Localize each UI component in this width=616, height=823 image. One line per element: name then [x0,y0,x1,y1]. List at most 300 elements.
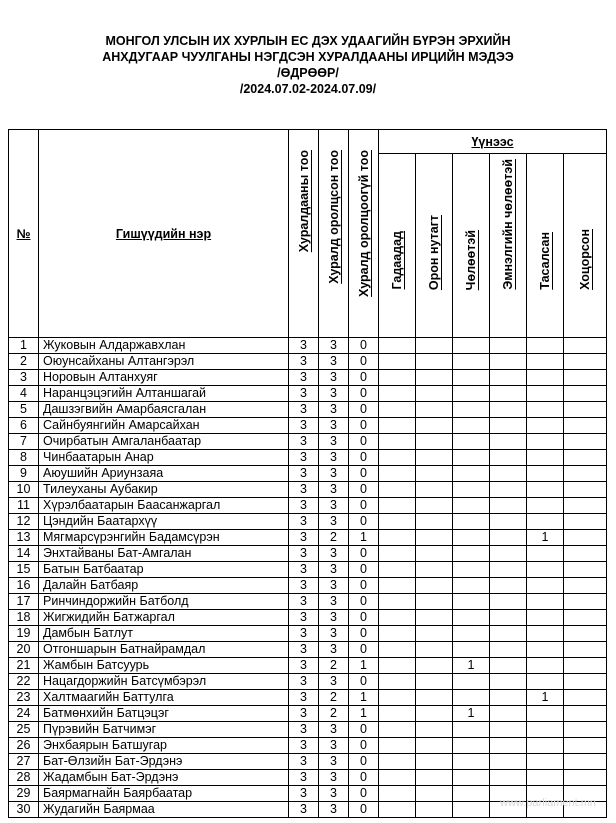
reason-cell [527,626,564,642]
attended-count: 3 [319,562,349,578]
reason-cell [453,418,490,434]
attended-count: 3 [319,546,349,562]
missed-count: 0 [349,770,379,786]
attended-count: 3 [319,578,349,594]
row-number: 10 [9,482,39,498]
reason-cell [379,658,416,674]
table-row [9,562,607,578]
meetings-count: 3 [289,514,319,530]
reason-cell [490,658,527,674]
reason-cell [416,738,453,754]
reason-cell [379,418,416,434]
table-row [9,674,607,690]
reason-cell [564,610,607,626]
row-number: 28 [9,770,39,786]
member-name: Очирбатын Амгаланбаатар [39,434,289,450]
reason-cell [490,450,527,466]
attended-count: 3 [319,626,349,642]
table-row [9,514,607,530]
reason-cell [527,482,564,498]
table-row [9,706,607,722]
reason-cell [527,434,564,450]
reason-cell [527,450,564,466]
reason-cell [527,578,564,594]
reason-cell [490,418,527,434]
row-number: 8 [9,450,39,466]
reason-cell [416,450,453,466]
reason-cell [527,370,564,386]
reason-cell [379,514,416,530]
member-name: Хүрэлбаатарын Баасанжаргал [39,498,289,514]
reason-cell [416,370,453,386]
reason-cell [564,514,607,530]
meetings-count: 3 [289,738,319,754]
reason-cell [564,546,607,562]
attended-count: 3 [319,754,349,770]
missed-count: 0 [349,738,379,754]
meetings-count: 3 [289,354,319,370]
missed-count: 0 [349,674,379,690]
missed-count: 0 [349,466,379,482]
member-name: Батын Батбаатар [39,562,289,578]
member-name: Далайн Батбаяр [39,578,289,594]
reason-cell [416,466,453,482]
missed-count: 0 [349,722,379,738]
reason-cell [490,754,527,770]
title-line-3: /ӨДРӨӨР/ [277,66,339,80]
meetings-count: 3 [289,402,319,418]
reason-cell [564,706,607,722]
member-name: Дашзэгвийн Амарбаясгалан [39,402,289,418]
reason-cell [379,402,416,418]
reason-cell [490,722,527,738]
reason-cell [453,386,490,402]
row-number: 23 [9,690,39,706]
title-line-4: /2024.07.02-2024.07.09/ [239,82,377,96]
reason-cell [453,450,490,466]
missed-count: 0 [349,610,379,626]
reason-cell [564,626,607,642]
reason-cell [490,434,527,450]
member-name: Жуковын Алдаржавхлан [39,338,289,354]
attendance-table [8,129,607,818]
reason-cell [379,370,416,386]
member-name: Чинбаатарын Анар [39,450,289,466]
attended-count: 3 [319,770,349,786]
missed-count: 0 [349,434,379,450]
reason-cell [453,434,490,450]
reason-cell [453,610,490,626]
meetings-count: 3 [289,434,319,450]
row-number: 14 [9,546,39,562]
reason-cell [379,722,416,738]
reason-cell [564,562,607,578]
attended-count: 3 [319,674,349,690]
reason-cell [453,754,490,770]
reason-cell [564,498,607,514]
reason-cell [490,482,527,498]
reason-cell [379,498,416,514]
missed-count: 0 [349,546,379,562]
title-line-1: МОНГОЛ УЛСЫН ИХ ХУРЛЫН ЕС ДЭХ УДААГИЙН БҮРЭН ЭРХИЙН [105,34,511,48]
header-member-name: Гишүүдийн нэр [39,130,289,338]
reason-cell [490,498,527,514]
reason-cell [453,642,490,658]
reason-cell [453,530,490,546]
reason-cell [379,386,416,402]
reason-cell [416,594,453,610]
attended-count: 3 [319,482,349,498]
table-row [9,658,607,674]
header-reason-0: Гадаадад [379,154,416,338]
row-number: 20 [9,642,39,658]
row-number: 17 [9,594,39,610]
missed-count: 0 [349,578,379,594]
reason-cell [453,626,490,642]
meetings-count: 3 [289,786,319,802]
table-row [9,402,607,418]
reason-cell [527,418,564,434]
reason-cell [527,562,564,578]
reason-cell [527,338,564,354]
table-row [9,546,607,562]
attended-count: 3 [319,386,349,402]
row-number: 26 [9,738,39,754]
reason-cell [379,578,416,594]
reason-cell [416,338,453,354]
reason-cell [379,802,416,818]
reason-cell [564,770,607,786]
header-reason-5: Хоцорсон [564,154,607,338]
reason-cell [379,434,416,450]
reason-cell [527,706,564,722]
reason-cell [453,498,490,514]
member-name: Норовын Алтанхуяг [39,370,289,386]
reason-cell [379,354,416,370]
reason-cell [416,578,453,594]
meetings-count: 3 [289,338,319,354]
reason-cell [564,402,607,418]
row-number: 18 [9,610,39,626]
attended-count: 3 [319,498,349,514]
reason-cell [379,546,416,562]
meetings-count: 3 [289,450,319,466]
meetings-count: 3 [289,770,319,786]
missed-count: 0 [349,642,379,658]
missed-count: 0 [349,338,379,354]
reason-cell [490,562,527,578]
member-name: Жудагийн Баярмаа [39,802,289,818]
missed-count: 0 [349,514,379,530]
reason-cell [490,402,527,418]
member-name: Ринчиндоржийн Батболд [39,594,289,610]
meetings-count: 3 [289,642,319,658]
reason-cell [453,546,490,562]
reason-cell [416,642,453,658]
header-meetings-count: Хуралдааны тоо [289,130,319,338]
reason-cell [564,530,607,546]
member-name: Отгоншарын Батнайрамдал [39,642,289,658]
attended-count: 2 [319,690,349,706]
missed-count: 0 [349,482,379,498]
reason-cell [490,530,527,546]
reason-cell [453,402,490,418]
meetings-count: 3 [289,722,319,738]
reason-cell [564,738,607,754]
member-name: Тилеуханы Аубакир [39,482,289,498]
reason-cell [379,466,416,482]
reason-cell [490,642,527,658]
missed-count: 0 [349,450,379,466]
member-name: Халтмаагийн Баттулга [39,690,289,706]
watermark: www.parliament.mn [500,797,596,809]
missed-count: 0 [349,626,379,642]
reason-cell [416,546,453,562]
member-name: Сайнбуянгийн Амарсайхан [39,418,289,434]
reason-cell [527,770,564,786]
reason-cell [490,466,527,482]
reason-cell [416,530,453,546]
reason-cell [564,482,607,498]
row-number: 24 [9,706,39,722]
reason-cell [379,738,416,754]
attended-count: 2 [319,658,349,674]
table-row [9,578,607,594]
reason-cell [564,386,607,402]
member-name: Цэндийн Баатархүү [39,514,289,530]
meetings-count: 3 [289,482,319,498]
reason-cell [416,626,453,642]
meetings-count: 3 [289,370,319,386]
reason-cell: 1 [453,706,490,722]
reason-cell [416,386,453,402]
row-number: 21 [9,658,39,674]
reason-cell [490,594,527,610]
table-row [9,386,607,402]
reason-cell [453,338,490,354]
header-attended-count: Хуралд оролцсон тоо [319,130,349,338]
table-row [9,450,607,466]
table-row [9,690,607,706]
table-row [9,466,607,482]
member-name: Энхтайваны Бат-Амгалан [39,546,289,562]
reason-cell [490,706,527,722]
table-row [9,594,607,610]
reason-cell [416,674,453,690]
reason-cell [490,610,527,626]
missed-count: 0 [349,594,379,610]
reason-cell [490,338,527,354]
table-row [9,738,607,754]
attended-count: 3 [319,514,349,530]
row-number: 5 [9,402,39,418]
header-reason-3: Эмнэлгийн чөлөөтэй [490,154,527,338]
header-reason-2: Чөлөөтэй [453,154,490,338]
attended-count: 3 [319,802,349,818]
table-row [9,338,607,354]
reason-cell [416,722,453,738]
row-number: 11 [9,498,39,514]
meetings-count: 3 [289,546,319,562]
reason-cell [490,770,527,786]
meetings-count: 3 [289,658,319,674]
missed-count: 1 [349,658,379,674]
header-reason-1: Орон нутагт [416,154,453,338]
attended-count: 3 [319,418,349,434]
member-name: Мягмарсүрэнгийн Бадамсүрэн [39,530,289,546]
missed-count: 0 [349,386,379,402]
reason-cell [564,434,607,450]
missed-count: 0 [349,418,379,434]
missed-count: 0 [349,354,379,370]
reason-cell [453,786,490,802]
reason-cell [453,578,490,594]
meetings-count: 3 [289,802,319,818]
table-row [9,722,607,738]
reason-cell [527,674,564,690]
reason-cell [564,674,607,690]
row-number: 29 [9,786,39,802]
meetings-count: 3 [289,754,319,770]
reason-cell [564,578,607,594]
missed-count: 1 [349,690,379,706]
meetings-count: 3 [289,690,319,706]
row-number: 7 [9,434,39,450]
row-number: 6 [9,418,39,434]
reason-cell [490,674,527,690]
meetings-count: 3 [289,466,319,482]
member-name: Дамбын Батлут [39,626,289,642]
reason-cell [379,690,416,706]
reason-cell [416,434,453,450]
header-number: № [9,130,39,338]
reason-cell [527,466,564,482]
table-row [9,642,607,658]
meetings-count: 3 [289,498,319,514]
reason-cell [564,594,607,610]
missed-count: 1 [349,530,379,546]
reason-cell [453,562,490,578]
reason-cell [490,354,527,370]
reason-cell: 1 [527,690,564,706]
reason-cell [564,370,607,386]
reason-cell [379,642,416,658]
table-row [9,530,607,546]
reason-cell [416,482,453,498]
attended-count: 3 [319,738,349,754]
table-row [9,770,607,786]
row-number: 15 [9,562,39,578]
reason-cell [490,370,527,386]
member-name: Жигжидийн Батжаргал [39,610,289,626]
reason-cell [564,450,607,466]
reason-cell [453,690,490,706]
table-row [9,754,607,770]
table-row [9,418,607,434]
reason-cell [379,482,416,498]
reason-cell [564,466,607,482]
reason-cell [416,706,453,722]
reason-cell [416,786,453,802]
meetings-count: 3 [289,674,319,690]
reason-cell [453,770,490,786]
reason-cell [527,610,564,626]
meetings-count: 3 [289,594,319,610]
row-number: 2 [9,354,39,370]
reason-cell [379,338,416,354]
table-row [9,482,607,498]
table-row [9,626,607,642]
reason-cell [379,610,416,626]
reason-cell [564,642,607,658]
meetings-count: 3 [289,578,319,594]
reason-cell [379,562,416,578]
reason-cell [527,594,564,610]
reason-cell: 1 [453,658,490,674]
member-name: Бат-Өлзийн Бат-Эрдэнэ [39,754,289,770]
attended-count: 3 [319,434,349,450]
reason-cell [416,658,453,674]
reason-cell [527,514,564,530]
reason-cell [527,402,564,418]
reason-cell [453,482,490,498]
reason-cell [527,722,564,738]
reason-cell [453,514,490,530]
reason-cell [453,802,490,818]
missed-count: 0 [349,370,379,386]
attended-count: 3 [319,450,349,466]
reason-cell [564,690,607,706]
missed-count: 0 [349,498,379,514]
member-name: Баярмагнайн Баярбаатар [39,786,289,802]
row-number: 4 [9,386,39,402]
reason-cell [453,466,490,482]
row-number: 1 [9,338,39,354]
meetings-count: 3 [289,706,319,722]
header-missed-count: Хуралд оролцоогүй тоо [349,130,379,338]
reason-cell [527,498,564,514]
reason-cell [527,754,564,770]
meetings-count: 3 [289,562,319,578]
row-number: 13 [9,530,39,546]
title-line-2: АНХДУГААР ЧУУЛГАНЫ НЭГДСЭН ХУРАЛДААНЫ ИРЦИЙН МЭДЭЭ [102,50,514,64]
header-reason-4: Тасалсан [527,154,564,338]
reason-cell [416,418,453,434]
reason-cell [379,706,416,722]
reason-cell [490,626,527,642]
reason-cell [379,770,416,786]
row-number: 9 [9,466,39,482]
missed-count: 0 [349,562,379,578]
reason-cell [453,674,490,690]
reason-cell [564,338,607,354]
member-name: Батмөнхийн Батцэцэг [39,706,289,722]
table-row [9,610,607,626]
attended-count: 3 [319,402,349,418]
attended-count: 3 [319,610,349,626]
meetings-count: 3 [289,418,319,434]
meetings-count: 3 [289,626,319,642]
reason-cell [527,386,564,402]
reason-cell [564,722,607,738]
reason-cell [379,786,416,802]
row-number: 25 [9,722,39,738]
member-name: Аюушийн Ариунзаяа [39,466,289,482]
reason-cell [453,594,490,610]
reason-cell [527,354,564,370]
reason-cell: 1 [527,530,564,546]
reason-cell [379,674,416,690]
